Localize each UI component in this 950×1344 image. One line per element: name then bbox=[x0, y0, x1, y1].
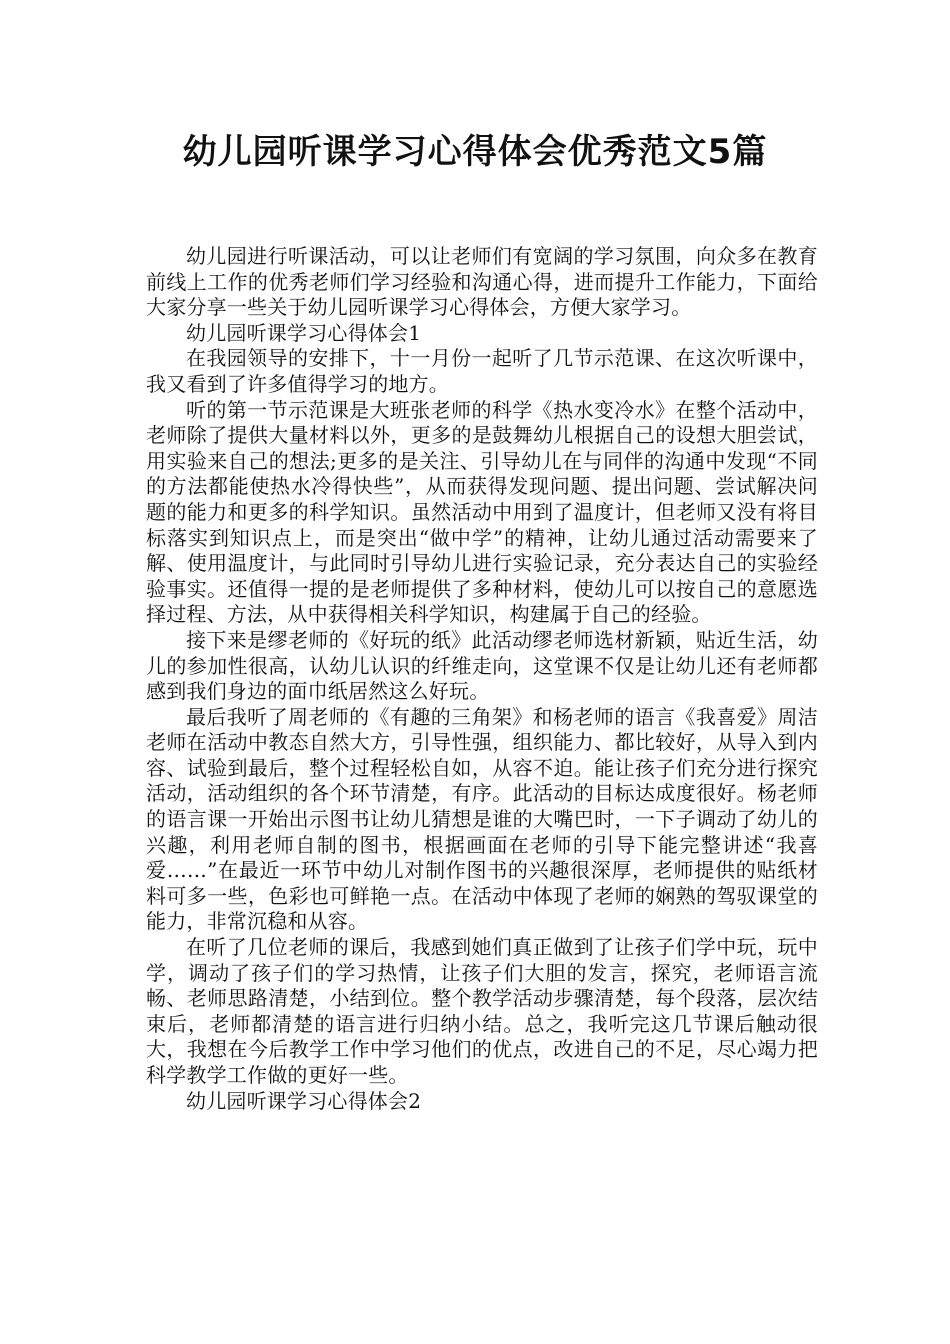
intro-paragraph: 幼儿园进行听课活动，可以让老师们有宽阔的学习氛围，向众多在教育前线上工作的优秀老师们学习经验和沟通心得，进而提升工作能力，下面给大家分享一些关于幼儿园听课学习心得体会，方便大家学习。 bbox=[146, 244, 818, 320]
section-heading-1: 幼儿园听课学习心得体会1 bbox=[186, 320, 422, 345]
section-heading-2: 幼儿园听课学习心得体会2 bbox=[186, 1088, 422, 1113]
body-paragraph: 接下来是缪老师的《好玩的纸》此活动缪老师选材新颖，贴近生活，幼儿的参加性很高，认幼儿认识的纤维走向，这堂课不仅是让幼儿还有老师都感到我们身边的面巾纸居然这么好玩。 bbox=[146, 627, 818, 704]
body-paragraph: 最后我听了周老师的《有趣的三角架》和杨老师的语言《我喜爱》周洁老师在活动中教态自然大方，引导性强，组织能力、都比较好，从导入到内容、试验到最后，整个过程轻松自如，从容不迫。能让孩子们充分进行探究活动，活动组织的各个环节清楚，有序。此活动的目标达成度很好。杨老师的语言课一开始出示图书让幼儿猜想是谁的大嘴巴时，一下子调动了幼儿的兴趣，利用老师自制的图书，根据画面在老师的引导下能完整讲述“我喜爱……”在最近一环节中幼儿对制作图书的兴趣很深厚，老师提供的贴纸材料可多一些，色彩也可鲜艳一点。在活动中体现了老师的娴熟的驾驭课堂的能力，非常沉稳和从容。 bbox=[146, 704, 818, 934]
document-title: 幼儿园听课学习心得体会优秀范文5篇 bbox=[182, 132, 768, 172]
body-paragraph: 听的第一节示范课是大班张老师的科学《热水变冷水》在整个活动中，老师除了提供大量材料以外，更多的是鼓舞幼儿根据自己的设想大胆尝试，用实验来自己的想法;更多的是关注、引导幼儿在与同伴的沟通中发现“不同的方法都能使热水冷得快些”，从而获得发现问题、提出问题、尝试解决问题的能力和更多的科学知识。虽然活动中用到了温度计，但老师又没有将目标落实到知识点上，而是突出“做中学”的精神，让幼儿通过活动需要来了解、使用温度计，与此同时引导幼儿进行实验记录，充分表达自己的实验经验事实。还值得一提的是老师提供了多种材料，使幼儿可以按自己的意愿选择过程、方法，从中获得相关科学知识，构建属于自己的经验。 bbox=[146, 397, 818, 627]
document-body bbox=[146, 244, 818, 1114]
body-paragraph: 在听了几位老师的课后，我感到她们真正做到了让孩子们学中玩，玩中学，调动了孩子们的学习热情，让孩子们大胆的发言，探究，老师语言流畅、老师思路清楚，小结到位。整个教学活动步骤清楚，每个段落，层次结束后，老师都清楚的语言进行归纳小结。总之，我听完这几节课后触动很大，我想在今后教学工作中学习他们的优点，改进自己的不足，尽心竭力把科学教学工作做的更好一些。 bbox=[146, 935, 818, 1087]
body-paragraph: 在我园领导的安排下，十一月份一起听了几节示范课、在这次听课中，我又看到了许多值得学习的地方。 bbox=[146, 346, 818, 396]
